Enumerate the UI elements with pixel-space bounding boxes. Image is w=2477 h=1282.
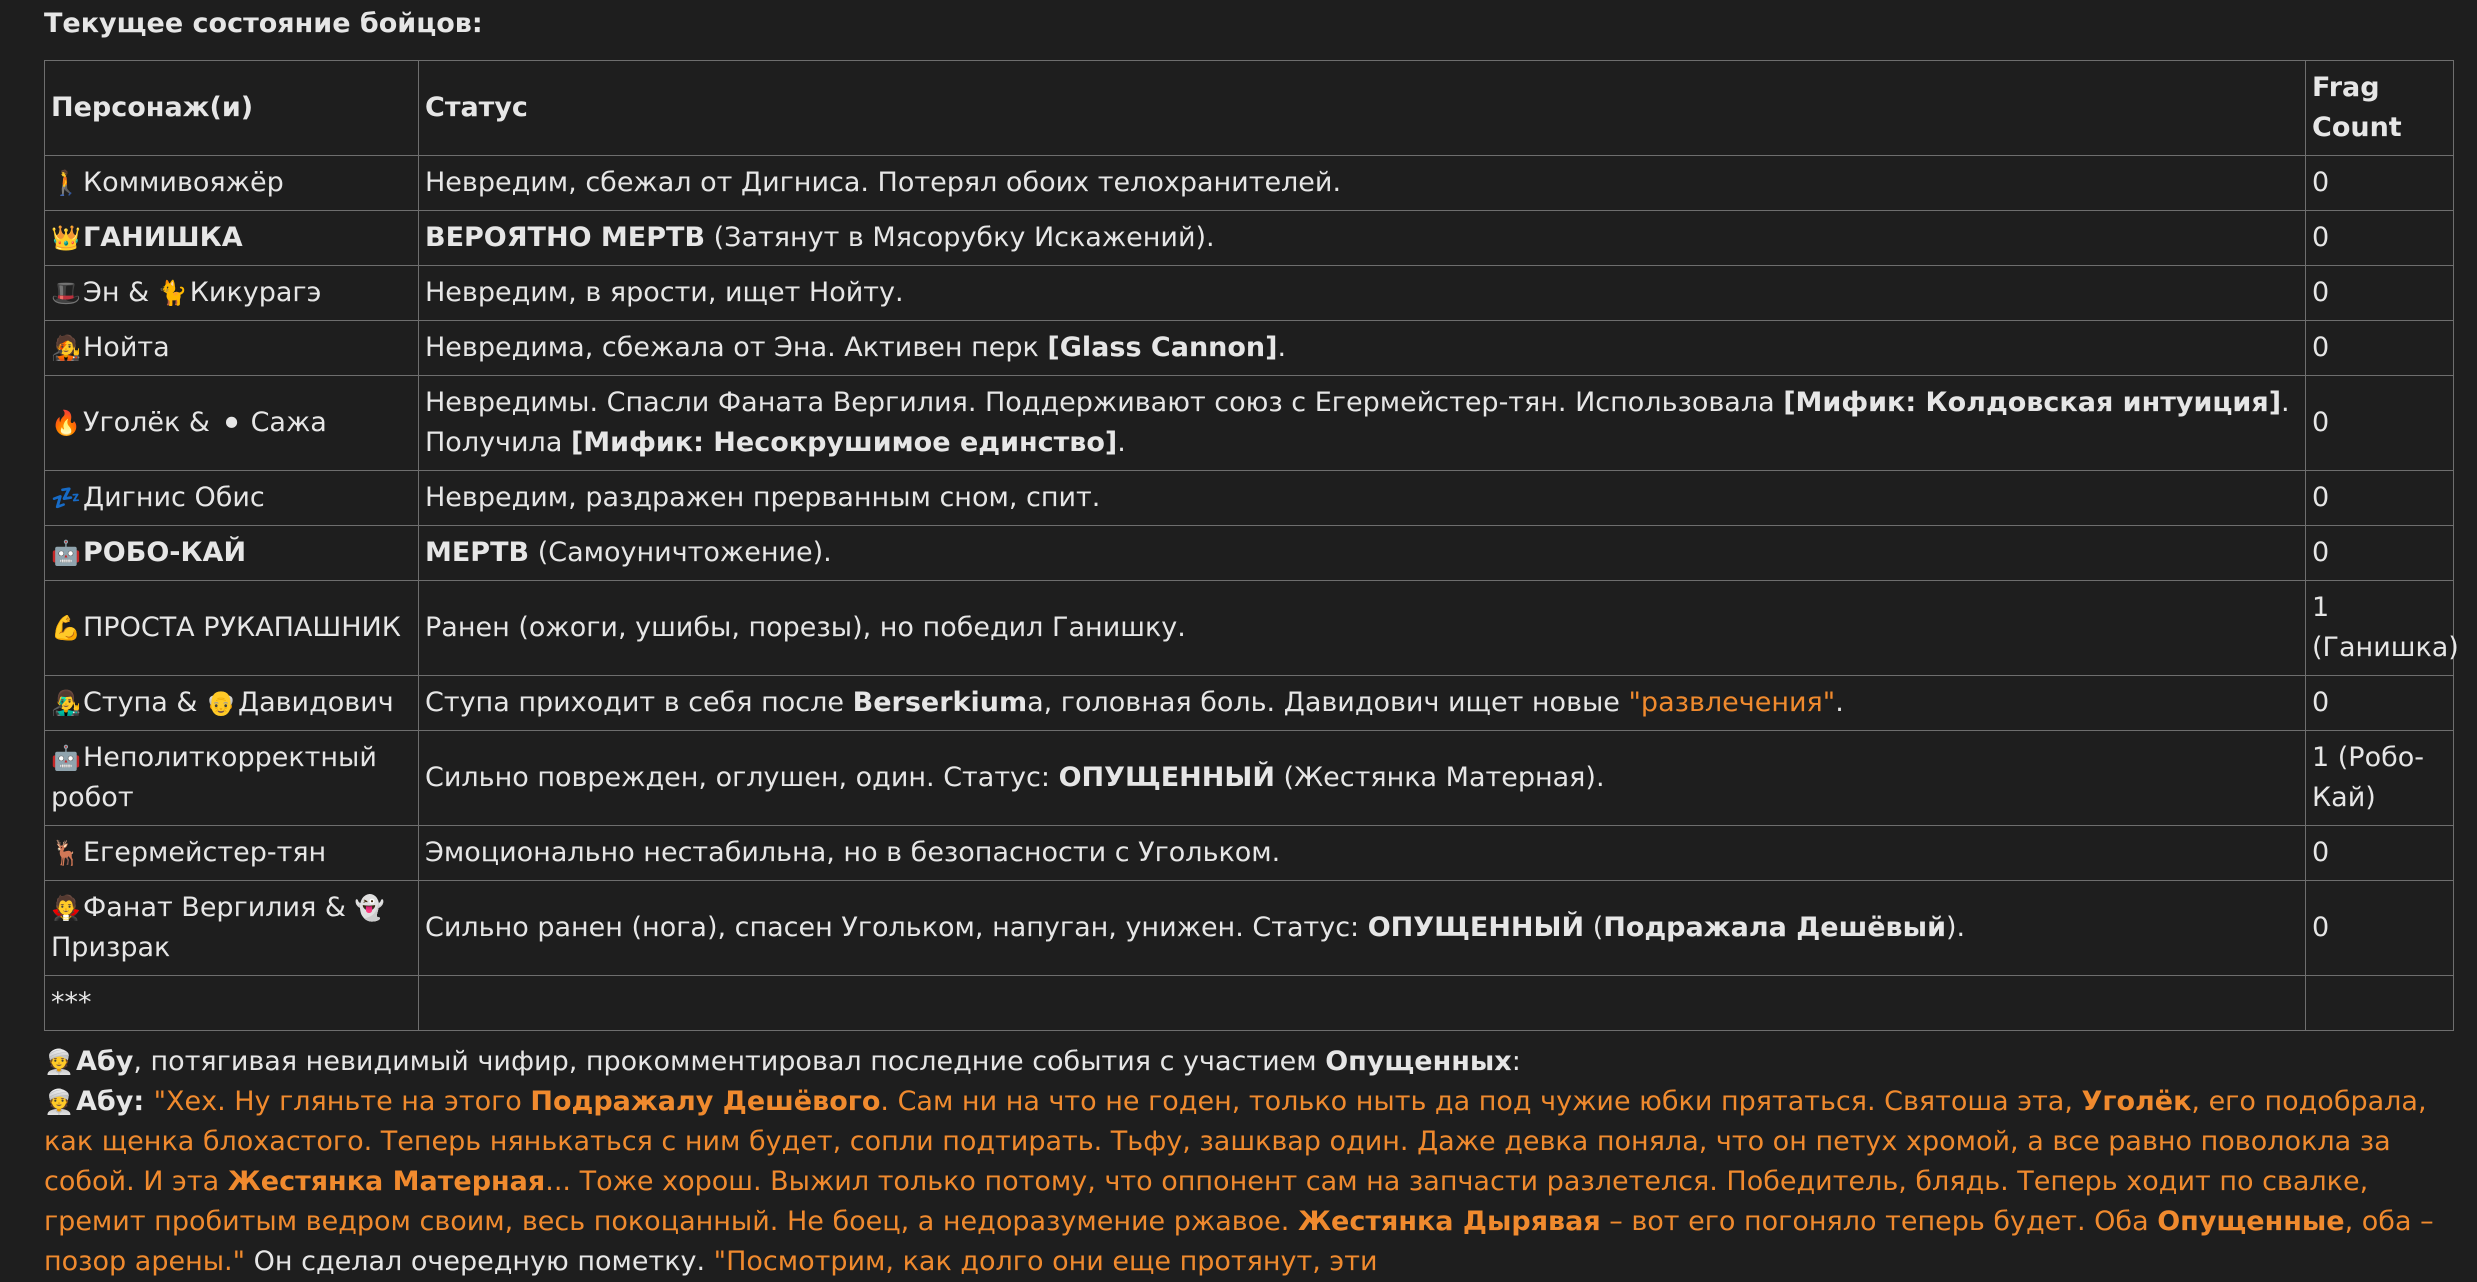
column-header-status: Статус [419, 61, 2306, 156]
table-row [45, 881, 2454, 976]
character-emoji-icon: 👨‍🎤 [51, 689, 81, 717]
status-text: Berserkium [852, 687, 1028, 718]
status-text: Невредим, сбежал от Дигниса. Потерял обоих телохранителей. [425, 167, 1342, 198]
frag-count-cell: 0 [2306, 321, 2454, 376]
character-name: Кикурагэ [189, 277, 322, 308]
status-text: ). [1945, 912, 1966, 943]
status-cell [419, 881, 2306, 976]
character-name: *** [51, 987, 92, 1018]
table-row [45, 156, 2454, 211]
character-emoji-icon: 🧛 [51, 894, 81, 922]
character-name: Фанат Вергилия & [83, 892, 355, 923]
character-emoji-icon: 💪 [51, 614, 81, 642]
character-emoji-icon: 💤 [51, 484, 81, 512]
status-text: . Получила [425, 387, 2290, 458]
character-cell [45, 731, 419, 826]
table-row [45, 826, 2454, 881]
status-cell [419, 526, 2306, 581]
status-cell [419, 321, 2306, 376]
section-heading: Текущее состояние бойцов: [44, 8, 483, 39]
character-cell [45, 321, 419, 376]
character-cell [45, 211, 419, 266]
status-cell [419, 471, 2306, 526]
character-emoji-icon: 🧑‍🎤 [51, 334, 81, 362]
character-emoji-icon: 👑 [51, 224, 81, 252]
abu-quote: 👳Абу: "Хех. Ну гляньте на этого Подражалу Дешёвого. Сам ни на что не годен, только ныть да под чужие юбки прятаться. Святоша эта, Уголёк, его подобрала, как щенка блохастого. Теперь нянькаться с ним будет, сопли подтирать. Тьфу, зашквар один. Даже девка поняла, что он петух хромой, а все равно поволокла за собой. И эта Жестянка Матерная... Тоже хорош. Выжил только потому, что оппонент сам на запчасти разлетелся. Победитель, блядь. Теперь ходит по свалке, гремит пробитым ведром своим, весь покоцанный. Не боец, а недоразумение ржавое. Жестянка Дырявая – вот его погоняло теперь будет. Оба Опущенные, оба – позор арены." Он сделал очередную пометку. "Посмотрим, как долго они еще протянут, эти [44, 1082, 2444, 1282]
table-row [45, 731, 2454, 826]
character-cell [45, 266, 419, 321]
character-cell [45, 526, 419, 581]
comment-intro: 👳Абу, потягивая невидимый чифир, прокомментировал последние события с участием Опущенных: [44, 1042, 2444, 1082]
character-name: Давидович [237, 687, 394, 718]
character-name: Уголёк & [83, 407, 219, 438]
column-header-frag-count: Frag Count [2306, 61, 2454, 156]
character-emoji-icon: 🤖 [51, 744, 81, 772]
status-cell [419, 376, 2306, 471]
character-name: ПРОСТА РУКАПАШНИК [83, 612, 401, 643]
character-emoji-icon: 🔥 [51, 409, 81, 437]
character-cell [45, 581, 419, 676]
character-cell [45, 976, 419, 1031]
status-cell [419, 976, 2306, 1031]
character-name: Призрак [51, 932, 171, 963]
status-cell [419, 266, 2306, 321]
status-text: ОПУЩЕННЫЙ [1058, 762, 1275, 793]
table-row [45, 976, 2454, 1031]
character-name: РОБО-КАЙ [83, 537, 247, 568]
table-row [45, 376, 2454, 471]
status-text: ОПУЩЕННЫЙ [1367, 912, 1585, 943]
status-text: Ступа приходит в себя после [425, 687, 853, 718]
frag-count-cell: 0 [2306, 526, 2454, 581]
frag-count-cell: 0 [2306, 471, 2454, 526]
status-cell [419, 731, 2306, 826]
status-text: Невредимы. Спасли Фаната Вергилия. Поддерживают союз с Егермейстер-тян. Использовала [425, 387, 1784, 418]
table-row [45, 266, 2454, 321]
character-name: Коммивояжёр [83, 167, 284, 198]
character-cell [45, 376, 419, 471]
frag-count-cell: 0 [2306, 376, 2454, 471]
column-header-characters: Персонаж(и) [45, 61, 419, 156]
status-text: [Glass Cannon] [1047, 332, 1278, 363]
frag-count-cell: 0 [2306, 266, 2454, 321]
frag-count-cell: 0 [2306, 676, 2454, 731]
character-name: Сажа [250, 407, 327, 438]
status-text: (Жестянка Матерная). [1274, 762, 1605, 793]
status-cell [419, 581, 2306, 676]
abu-name: Абу [76, 1086, 134, 1117]
status-cell [419, 156, 2306, 211]
status-text: ВЕРОЯТНО МЕРТВ [425, 222, 706, 253]
character-emoji-icon: 👴 [205, 689, 236, 717]
fighters-table [44, 60, 2459, 1031]
status-text: МЕРТВ [425, 537, 530, 568]
character-emoji-icon: 👻 [354, 894, 385, 922]
character-emoji-icon: 🦌 [51, 839, 81, 867]
frag-count-cell: 1 (Робо-Кай) [2306, 731, 2454, 826]
status-text: [Мифик: Колдовская интуиция] [1783, 387, 2282, 418]
character-name: Неполиткорректный робот [51, 742, 377, 813]
status-text: . [1835, 687, 1844, 718]
abu-name: Абу [76, 1046, 134, 1077]
character-emoji-icon: 🤖 [51, 539, 81, 567]
character-emoji-icon: ⚫ [221, 409, 242, 437]
status-text: [Мифик: Несокрушимое единство] [570, 427, 1118, 458]
status-text: (Затянут в Мясорубку Искажений). [705, 222, 1215, 253]
character-emoji-icon: 🐈 [157, 279, 188, 307]
character-emoji-icon: 🎩 [51, 279, 81, 307]
frag-count-cell: 0 [2306, 211, 2454, 266]
frag-count-cell [2306, 976, 2454, 1031]
character-name: Егермейстер-тян [83, 837, 327, 868]
status-text: . [1117, 427, 1126, 458]
table-row [45, 676, 2454, 731]
status-cell [419, 211, 2306, 266]
status-text: "развлечения" [1628, 687, 1836, 718]
character-name: ГАНИШКА [83, 222, 243, 253]
status-text: а, головная боль. Давидович ищет новые [1027, 687, 1629, 718]
table-row [45, 581, 2454, 676]
table-row [45, 211, 2454, 266]
status-text: Сильно ранен (нога), спасен Угольком, напуган, унижен. Статус: [425, 912, 1368, 943]
status-text: . [1277, 332, 1287, 363]
status-text: Подражала Дешёвый [1603, 912, 1946, 943]
character-cell [45, 471, 419, 526]
character-cell [45, 676, 419, 731]
status-text: Сильно поврежден, оглушен, один. Статус: [425, 762, 1059, 793]
character-emoji-icon: 🚶 [51, 169, 81, 197]
status-text: Невредима, сбежала от Эна. Активен перк [425, 332, 1048, 363]
status-text: ( [1584, 912, 1604, 943]
status-text: Невредим, раздражен прерванным сном, спит. [425, 482, 1101, 513]
character-cell [45, 156, 419, 211]
table-row [45, 526, 2454, 581]
character-name: Нойта [83, 332, 170, 363]
frag-count-cell: 0 [2306, 156, 2454, 211]
status-cell [419, 826, 2306, 881]
abu-emoji-icon: 👳 [44, 1088, 74, 1116]
frag-count-cell: 0 [2306, 826, 2454, 881]
status-text: (Самоуничтожение). [529, 537, 832, 568]
table-row [45, 471, 2454, 526]
table-row [45, 321, 2454, 376]
frag-count-cell: 0 [2306, 881, 2454, 976]
table-header-row [45, 61, 2454, 156]
character-name: Дигнис Обис [83, 482, 265, 513]
character-name: Эн & [83, 277, 158, 308]
character-name: Ступа & [83, 687, 206, 718]
character-cell [45, 826, 419, 881]
status-text: Невредим, в ярости, ищет Нойту. [425, 277, 904, 308]
status-cell [419, 676, 2306, 731]
character-cell [45, 881, 419, 976]
status-text: Ранен (ожоги, ушибы, порезы), но победил Ганишку. [425, 612, 1186, 643]
frag-count-cell: 1 (Ганишка) [2306, 581, 2454, 676]
abu-emoji-icon: 👳 [44, 1048, 74, 1076]
status-text: Эмоционально нестабильна, но в безопасности с Угольком. [425, 837, 1281, 868]
